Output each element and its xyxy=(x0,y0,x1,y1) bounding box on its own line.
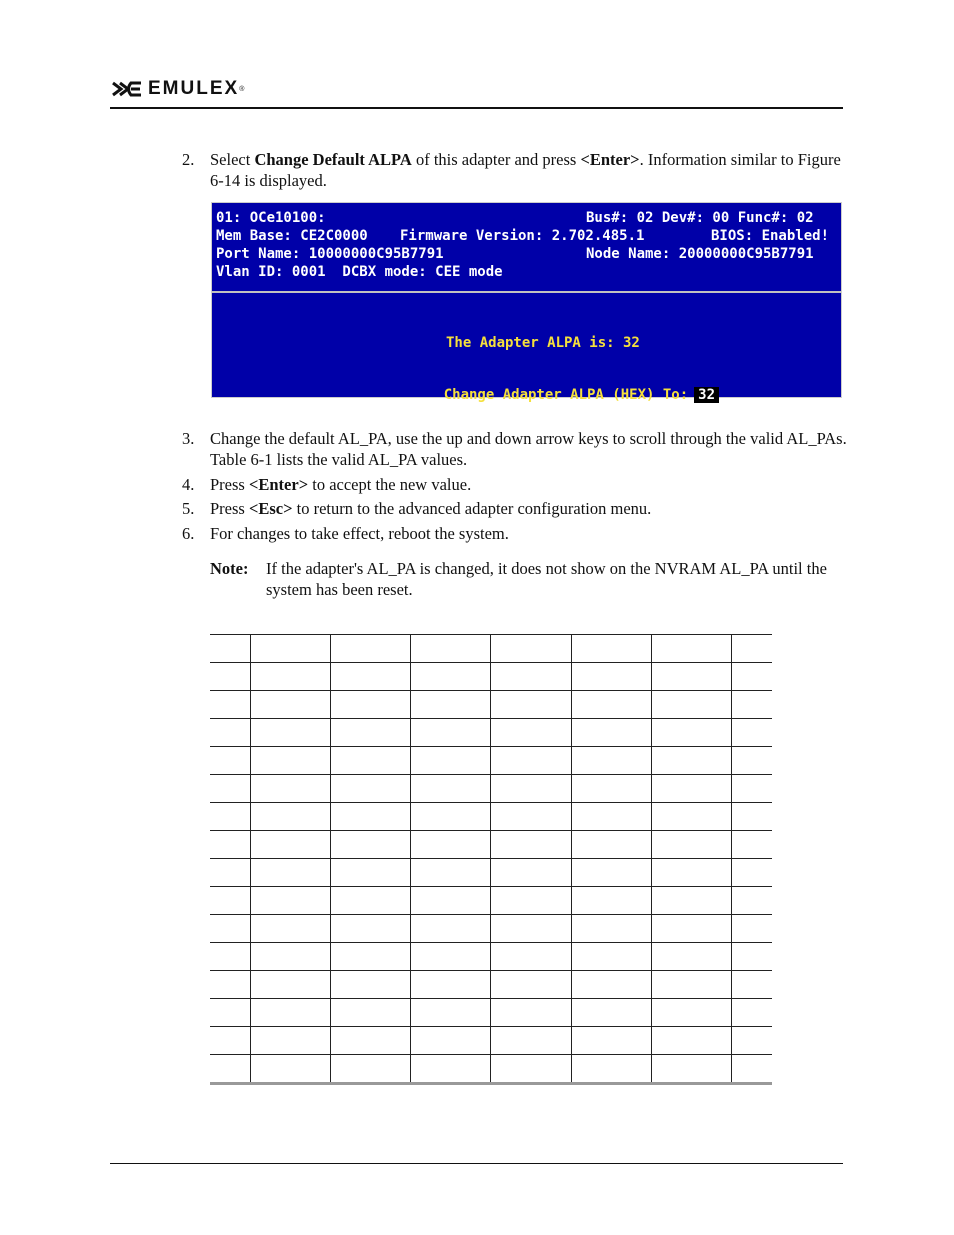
table-cell xyxy=(411,943,491,971)
table-cell xyxy=(250,803,330,831)
emulex-logo xyxy=(112,78,244,100)
table-cell xyxy=(210,999,250,1027)
step-bold-text: <Enter> xyxy=(580,150,640,169)
step-number: 5. xyxy=(182,499,195,518)
table-cell xyxy=(210,831,250,859)
table-cell xyxy=(652,831,732,859)
table-cell xyxy=(411,663,491,691)
table-cell xyxy=(411,999,491,1027)
table-cell xyxy=(491,775,571,803)
bios-firmware-version: Firmware Version: 2.702.485.1 xyxy=(400,228,645,244)
table-cell xyxy=(250,999,330,1027)
table-cell xyxy=(210,663,250,691)
step-plain-text: to accept the new value. xyxy=(308,475,472,494)
brand-name: EMULEX xyxy=(148,78,240,99)
table-cell xyxy=(411,719,491,747)
bios-adapter-name: 01: OCe10100: xyxy=(216,210,326,226)
table-row xyxy=(210,663,772,691)
step-number: 4. xyxy=(182,475,195,494)
step-number: 2. xyxy=(182,150,195,169)
table-cell xyxy=(250,943,330,971)
table-cell xyxy=(491,831,571,859)
table-cell xyxy=(732,1055,772,1084)
table-cell xyxy=(732,887,772,915)
step-plain-text: . Information similar to Figure 6-14 is displayed. xyxy=(210,150,841,190)
table-cell xyxy=(732,663,772,691)
table-cell xyxy=(210,803,250,831)
table-cell xyxy=(652,915,732,943)
bios-vlan-dcbx: Vlan ID: 0001 DCBX mode: CEE mode xyxy=(216,264,503,280)
table-cell xyxy=(732,943,772,971)
table-cell xyxy=(411,747,491,775)
table-cell xyxy=(250,887,330,915)
table-cell xyxy=(491,943,571,971)
table-cell xyxy=(411,775,491,803)
table-cell xyxy=(330,915,410,943)
footer-rule xyxy=(110,1163,843,1164)
trademark-mark: ® xyxy=(239,85,245,93)
table-cell xyxy=(652,747,732,775)
table-cell xyxy=(330,1027,410,1055)
step-text xyxy=(210,474,850,495)
table-cell xyxy=(491,747,571,775)
table-cell xyxy=(732,691,772,719)
table-cell xyxy=(652,887,732,915)
table-cell xyxy=(652,719,732,747)
step-plain-text: Change the default AL_PA, use the up and down arrow keys to scroll through the valid AL_PAs. Table 6-1 lists the valid AL_PA values. xyxy=(210,429,847,469)
table-cell xyxy=(732,747,772,775)
step-plain-text: of this adapter and press xyxy=(411,150,581,169)
step-number: 3. xyxy=(182,429,195,448)
table-cell xyxy=(330,1055,410,1084)
table-cell xyxy=(491,1027,571,1055)
table-cell xyxy=(652,999,732,1027)
table-cell xyxy=(411,1027,491,1055)
table-cell xyxy=(330,635,410,663)
table-cell xyxy=(210,747,250,775)
table-cell xyxy=(210,691,250,719)
table-cell xyxy=(571,663,651,691)
bios-bus-info: Bus#: 02 Dev#: 00 Func#: 02 xyxy=(586,210,814,226)
step-text xyxy=(210,149,850,191)
table-cell xyxy=(250,775,330,803)
table-row xyxy=(210,887,772,915)
table-cell xyxy=(652,859,732,887)
table-cell xyxy=(732,859,772,887)
table-cell xyxy=(210,859,250,887)
note-text: If the adapter's AL_PA is changed, it does not show on the NVRAM AL_PA until the system has been reset. xyxy=(266,559,827,599)
table-cell xyxy=(491,859,571,887)
bios-alpa-prompt-label: Change Adapter ALPA (HEX) To: xyxy=(443,387,689,403)
table-cell xyxy=(571,803,651,831)
table-cell xyxy=(210,971,250,999)
table-cell xyxy=(732,999,772,1027)
step-plain-text: For changes to take effect, reboot the system. xyxy=(210,524,509,543)
table-cell xyxy=(250,719,330,747)
bios-port-name: Port Name: 10000000C95B7791 xyxy=(216,246,444,262)
table-cell xyxy=(330,943,410,971)
table-cell xyxy=(571,943,651,971)
table-cell xyxy=(652,775,732,803)
bios-alpa-input[interactable]: 32 xyxy=(694,387,719,403)
emulex-logo-icon xyxy=(112,81,142,97)
table-cell xyxy=(411,887,491,915)
table-row xyxy=(210,943,772,971)
bios-status: BIOS: Enabled! xyxy=(711,228,830,244)
step-bold-text: <Esc> xyxy=(248,499,293,518)
table-cell xyxy=(250,859,330,887)
table-row xyxy=(210,635,772,663)
table-cell xyxy=(571,1027,651,1055)
table-cell xyxy=(491,691,571,719)
table-cell xyxy=(411,971,491,999)
table-cell xyxy=(491,971,571,999)
step-plain-text: Select xyxy=(210,150,255,169)
table-cell xyxy=(250,1055,330,1084)
table-cell xyxy=(330,775,410,803)
table-cell xyxy=(330,803,410,831)
table-cell xyxy=(652,691,732,719)
table-cell xyxy=(250,971,330,999)
table-cell xyxy=(250,915,330,943)
step-plain-text: Press xyxy=(210,499,249,518)
table-cell xyxy=(411,1055,491,1084)
table-cell xyxy=(571,915,651,943)
table-cell xyxy=(250,831,330,859)
header-rule xyxy=(110,107,843,109)
table-cell xyxy=(491,635,571,663)
table-cell xyxy=(330,831,410,859)
table-cell xyxy=(250,691,330,719)
table-cell xyxy=(411,635,491,663)
step-bold-text: Change Default ALPA xyxy=(254,150,412,169)
table-cell xyxy=(330,887,410,915)
table-row xyxy=(210,803,772,831)
step-text xyxy=(210,428,850,470)
step-bold-text: <Enter> xyxy=(248,475,309,494)
table-cell xyxy=(571,999,651,1027)
table-cell xyxy=(411,803,491,831)
table-cell xyxy=(330,663,410,691)
step-text xyxy=(210,523,850,544)
step-number: 6. xyxy=(182,524,195,543)
table-cell xyxy=(732,635,772,663)
table-cell xyxy=(571,887,651,915)
table-cell xyxy=(330,859,410,887)
table-cell xyxy=(491,663,571,691)
bios-divider xyxy=(212,291,841,293)
table-cell xyxy=(571,635,651,663)
table-cell xyxy=(411,831,491,859)
table-cell xyxy=(330,747,410,775)
table-cell xyxy=(652,1027,732,1055)
bios-alpa-prompt xyxy=(410,371,719,419)
table-cell xyxy=(652,971,732,999)
table-cell xyxy=(571,775,651,803)
table-cell xyxy=(210,943,250,971)
table-cell xyxy=(330,999,410,1027)
table-row xyxy=(210,915,772,943)
table-row xyxy=(210,1055,772,1084)
table-cell xyxy=(210,887,250,915)
table-cell xyxy=(250,635,330,663)
table-cell xyxy=(732,719,772,747)
table-cell xyxy=(732,775,772,803)
table-row xyxy=(210,831,772,859)
table-cell xyxy=(571,691,651,719)
table-cell xyxy=(571,859,651,887)
step-plain-text: to return to the advanced adapter configuration menu. xyxy=(292,499,652,518)
table-cell xyxy=(491,1055,571,1084)
table-cell xyxy=(411,691,491,719)
table-row xyxy=(210,747,772,775)
table-cell xyxy=(732,1027,772,1055)
table-row xyxy=(210,691,772,719)
step-text xyxy=(210,498,850,519)
table-cell xyxy=(652,803,732,831)
table-row xyxy=(210,775,772,803)
table-cell xyxy=(330,971,410,999)
table-row xyxy=(210,999,772,1027)
table-cell xyxy=(571,831,651,859)
table-cell xyxy=(210,915,250,943)
table-cell xyxy=(210,719,250,747)
table-cell xyxy=(491,999,571,1027)
table-row xyxy=(210,859,772,887)
table-cell xyxy=(250,747,330,775)
bios-mem-base: Mem Base: CE2C0000 xyxy=(216,228,368,244)
table-cell xyxy=(210,775,250,803)
table-cell xyxy=(652,635,732,663)
table-cell xyxy=(491,803,571,831)
table-cell xyxy=(652,1055,732,1084)
bios-node-name: Node Name: 20000000C95B7791 xyxy=(586,246,814,262)
step-plain-text: Press xyxy=(210,475,249,494)
table-cell xyxy=(732,971,772,999)
table-row xyxy=(210,971,772,999)
table-row xyxy=(210,719,772,747)
table-cell xyxy=(491,887,571,915)
table-cell xyxy=(652,663,732,691)
table-cell xyxy=(491,915,571,943)
table-cell xyxy=(491,719,571,747)
table-cell xyxy=(571,719,651,747)
alpa-values-table xyxy=(210,634,772,1085)
table-cell xyxy=(652,943,732,971)
bios-screen xyxy=(211,202,842,403)
table-cell xyxy=(330,691,410,719)
table-cell xyxy=(210,1027,250,1055)
table-cell xyxy=(210,635,250,663)
table-cell xyxy=(411,859,491,887)
table-cell xyxy=(571,747,651,775)
table-cell xyxy=(250,663,330,691)
table-cell xyxy=(411,915,491,943)
bios-current-alpa: The Adapter ALPA is: 32 xyxy=(446,335,640,351)
table-cell xyxy=(732,803,772,831)
table-row xyxy=(210,1027,772,1055)
table-cell xyxy=(571,1055,651,1084)
note-label: Note: xyxy=(210,559,249,578)
table-cell xyxy=(732,831,772,859)
table-cell xyxy=(330,719,410,747)
table-cell xyxy=(571,971,651,999)
table-cell xyxy=(250,1027,330,1055)
table-cell xyxy=(210,1055,250,1084)
table-cell xyxy=(732,915,772,943)
